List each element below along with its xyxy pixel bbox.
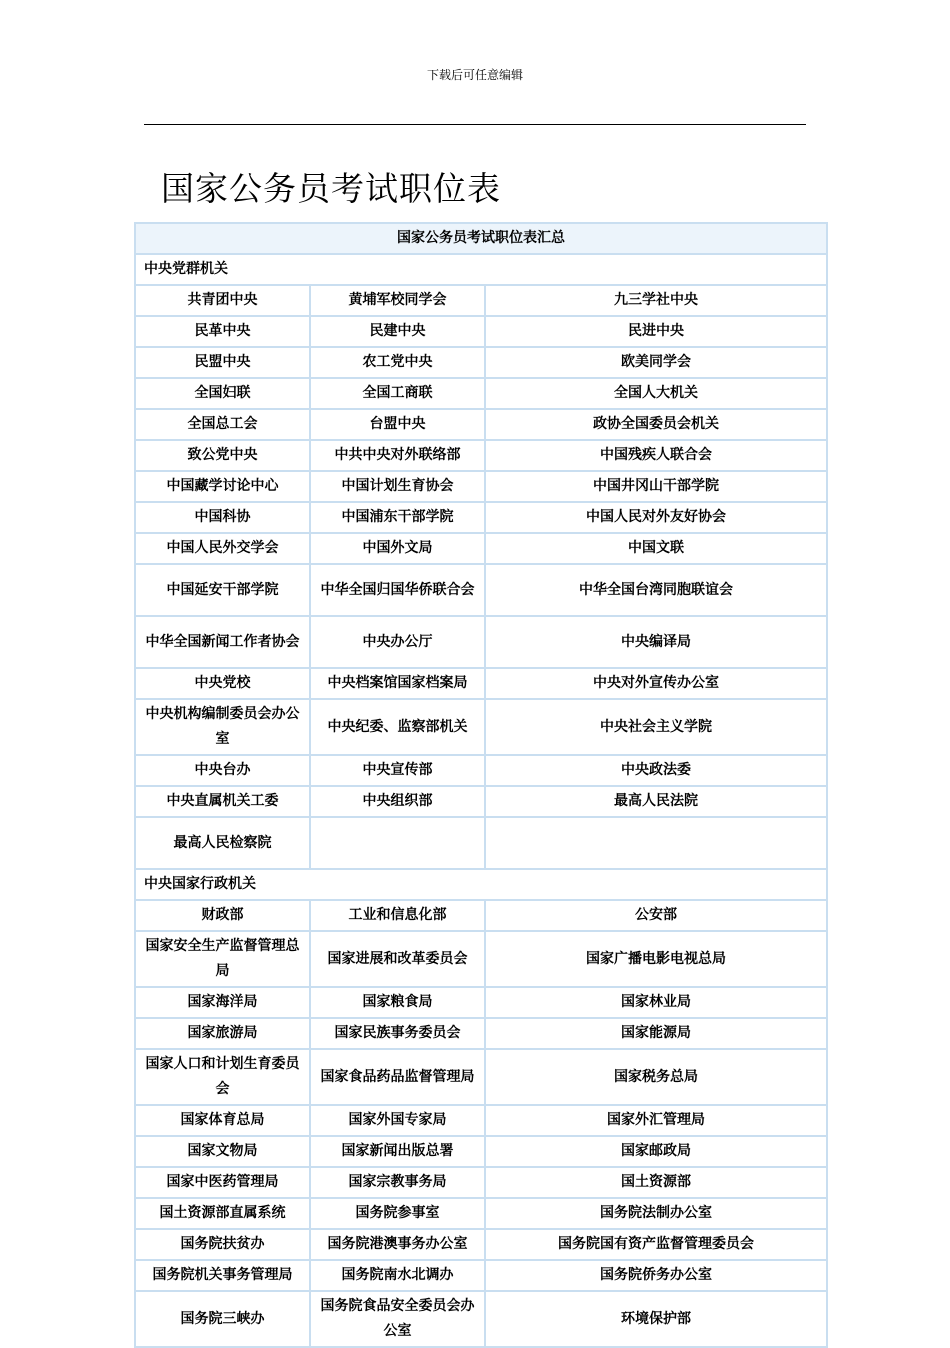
table-row: [135, 1291, 827, 1347]
job-table: [134, 222, 828, 1348]
table-cell: 国家外国专家局: [310, 1105, 485, 1136]
table-cell: 国务院机关事务管理局: [135, 1260, 310, 1291]
table-cell: 国务院三峡办: [135, 1291, 310, 1347]
table-cell: 全国总工会: [135, 409, 310, 440]
table-cell: 中国计划生育协会: [310, 471, 485, 502]
table-cell: 中央对外宣传办公室: [485, 668, 827, 699]
table-cell: 中央台办: [135, 755, 310, 786]
table-row: [135, 616, 827, 668]
table-cell: 中国人民对外友好协会: [485, 502, 827, 533]
table-cell: 中央组织部: [310, 786, 485, 817]
table-cell: 国家广播电影电视总局: [485, 931, 827, 987]
table-cell: 中共中央对外联络部: [310, 440, 485, 471]
table-cell: 民进中央: [485, 316, 827, 347]
table-cell: 全国人大机关: [485, 378, 827, 409]
table-cell: 欧美同学会: [485, 347, 827, 378]
table-cell: 国家中医药管理局: [135, 1167, 310, 1198]
table-cell: 中央党校: [135, 668, 310, 699]
table-cell: 中央政法委: [485, 755, 827, 786]
table-row: [135, 471, 827, 502]
table-row: [135, 409, 827, 440]
table-cell: 国土资源部直属系统: [135, 1198, 310, 1229]
table-cell: 中央档案馆国家档案局: [310, 668, 485, 699]
table-cell: 国家安全生产监督管理总局: [135, 931, 310, 987]
table-cell: 国家能源局: [485, 1018, 827, 1049]
table-cell: 国家林业局: [485, 987, 827, 1018]
table-cell: 中央办公厅: [310, 616, 485, 668]
table-row: [135, 1260, 827, 1291]
table-cell: 台盟中央: [310, 409, 485, 440]
table-cell: 中央社会主义学院: [485, 699, 827, 755]
table-row: [135, 378, 827, 409]
section-header-row: [135, 869, 827, 900]
table-cell: 中国外文局: [310, 533, 485, 564]
table-cell: 国家邮政局: [485, 1136, 827, 1167]
table-cell: 致公党中央: [135, 440, 310, 471]
table-cell: 共青团中央: [135, 285, 310, 316]
table-cell: 中华全国台湾同胞联谊会: [485, 564, 827, 616]
table-cell: 中央机构编制委员会办公室: [135, 699, 310, 755]
table-cell: 国家外汇管理局: [485, 1105, 827, 1136]
header-note: 下载后可任意编辑: [426, 68, 523, 82]
table-cell: 国家税务总局: [485, 1049, 827, 1105]
table-row: [135, 987, 827, 1018]
section-title: 中央国家行政机关: [135, 869, 827, 900]
table-row: [135, 817, 827, 869]
table-cell: 国务院国有资产监督管理委员会: [485, 1229, 827, 1260]
table-cell: 农工党中央: [310, 347, 485, 378]
table-row: [135, 786, 827, 817]
table-row: [135, 1105, 827, 1136]
table-cell: 中国井冈山干部学院: [485, 471, 827, 502]
table-cell: 国务院法制办公室: [485, 1198, 827, 1229]
table-cell: 国务院南水北调办: [310, 1260, 485, 1291]
table-cell: 国家新闻出版总署: [310, 1136, 485, 1167]
table-cell: 工业和信息化部: [310, 900, 485, 931]
header-divider: [144, 124, 806, 125]
table-cell: 中国延安干部学院: [135, 564, 310, 616]
table-row: [135, 900, 827, 931]
table-row: [135, 1229, 827, 1260]
table-cell: 财政部: [135, 900, 310, 931]
job-table-body: [135, 223, 827, 1347]
table-cell: 国家海洋局: [135, 987, 310, 1018]
table-row: [135, 1167, 827, 1198]
table-row: [135, 316, 827, 347]
table-cell: 中国浦东干部学院: [310, 502, 485, 533]
table-cell: [485, 817, 827, 869]
table-title: 国家公务员考试职位表汇总: [135, 223, 827, 254]
table-cell: 国家体育总局: [135, 1105, 310, 1136]
table-cell: 最高人民检察院: [135, 817, 310, 869]
table-row: [135, 502, 827, 533]
table-cell: 中央宣传部: [310, 755, 485, 786]
table-cell: 公安部: [485, 900, 827, 931]
table-cell: 民盟中央: [135, 347, 310, 378]
table-cell: 政协全国委员会机关: [485, 409, 827, 440]
table-cell: 国务院扶贫办: [135, 1229, 310, 1260]
table-cell: 中国文联: [485, 533, 827, 564]
table-cell: 国家粮食局: [310, 987, 485, 1018]
table-cell: 民革中央: [135, 316, 310, 347]
table-cell: 黄埔军校同学会: [310, 285, 485, 316]
table-cell: [310, 817, 485, 869]
table-cell: 九三学社中央: [485, 285, 827, 316]
table-cell: 中央纪委、监察部机关: [310, 699, 485, 755]
table-cell: 国家进展和改革委员会: [310, 931, 485, 987]
section-title: 中央党群机关: [135, 254, 827, 285]
table-cell: 国家旅游局: [135, 1018, 310, 1049]
table-row: [135, 1049, 827, 1105]
table-row: [135, 347, 827, 378]
table-cell: 国土资源部: [485, 1167, 827, 1198]
table-cell: 中国藏学讨论中心: [135, 471, 310, 502]
table-cell: 国务院港澳事务办公室: [310, 1229, 485, 1260]
table-row: [135, 1136, 827, 1167]
table-cell: 中华全国新闻工作者协会: [135, 616, 310, 668]
table-cell: 最高人民法院: [485, 786, 827, 817]
table-row: [135, 755, 827, 786]
table-cell: 全国工商联: [310, 378, 485, 409]
table-row: [135, 285, 827, 316]
table-row: [135, 1198, 827, 1229]
table-cell: 中央编译局: [485, 616, 827, 668]
table-row: [135, 699, 827, 755]
table-cell: 中国残疾人联合会: [485, 440, 827, 471]
table-row: [135, 931, 827, 987]
table-cell: 国家民族事务委员会: [310, 1018, 485, 1049]
table-cell: 国家食品药品监督管理局: [310, 1049, 485, 1105]
table-cell: 国家人口和计划生育委员会: [135, 1049, 310, 1105]
table-title-row: [135, 223, 827, 254]
table-row: [135, 1018, 827, 1049]
table-cell: 国家文物局: [135, 1136, 310, 1167]
table-cell: 中国人民外交学会: [135, 533, 310, 564]
table-row: [135, 440, 827, 471]
table-cell: 中央直属机关工委: [135, 786, 310, 817]
table-cell: 国家宗教事务局: [310, 1167, 485, 1198]
table-cell: 民建中央: [310, 316, 485, 347]
table-cell: 国务院参事室: [310, 1198, 485, 1229]
table-row: [135, 564, 827, 616]
table-cell: 环境保护部: [485, 1291, 827, 1347]
document-title: 国家公务员考试职位表: [161, 169, 501, 208]
table-cell: 全国妇联: [135, 378, 310, 409]
table-cell: 中华全国归国华侨联合会: [310, 564, 485, 616]
section-header-row: [135, 254, 827, 285]
table-cell: 国务院侨务办公室: [485, 1260, 827, 1291]
table-row: [135, 533, 827, 564]
table-row: [135, 668, 827, 699]
table-cell: 中国科协: [135, 502, 310, 533]
table-cell: 国务院食品安全委员会办公室: [310, 1291, 485, 1347]
